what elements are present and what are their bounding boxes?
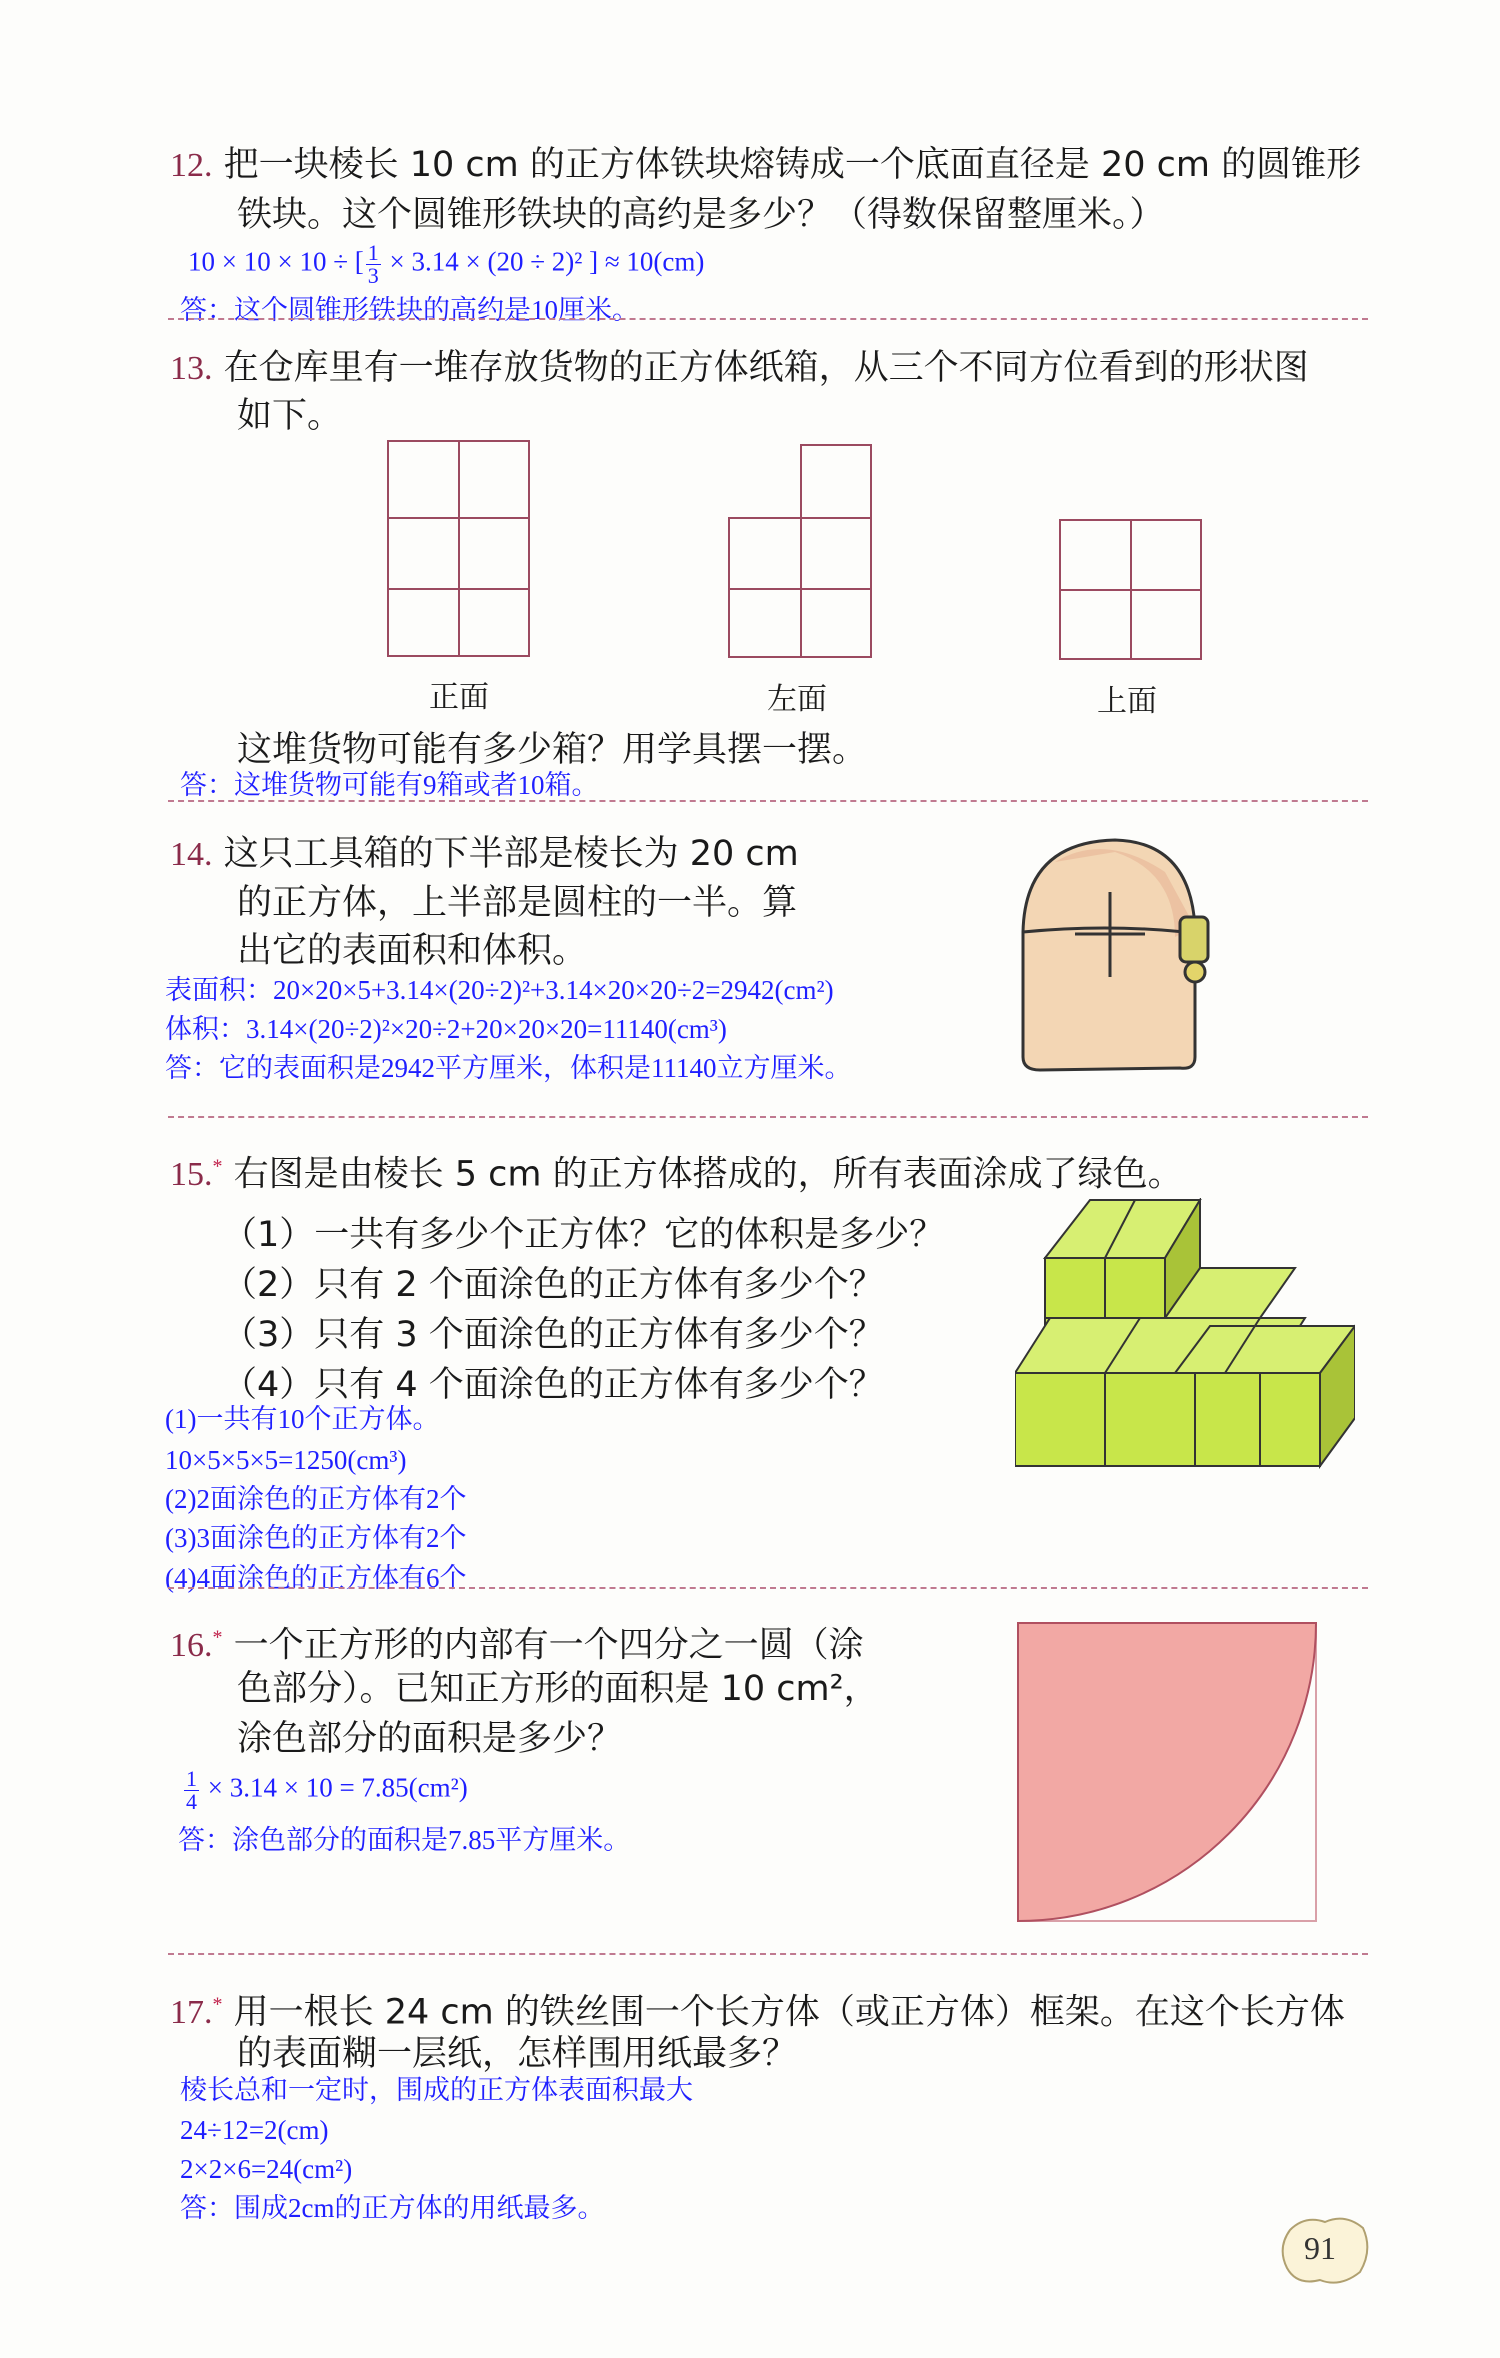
q13-text: 在仓库里有一堆存放货物的正方体纸箱，从三个不同方位看到的形状图 <box>223 348 1309 388</box>
q17-answer2: 24÷12=2(cm) <box>180 2115 329 2145</box>
q12-number: 12. <box>170 147 213 184</box>
q13-question: 这堆货物可能有多少箱？用学具摆一摆。 <box>237 730 868 770</box>
q13-line2: 如下。 <box>237 396 343 436</box>
grid-line <box>458 440 460 657</box>
q15-answer1: (1)一共有10个正方体。 <box>165 1404 440 1434</box>
q12-answer: 答：这个圆锥形铁块的高约是10厘米。 <box>180 295 639 325</box>
q17-answer4: 答：围成2cm的正方体的用纸最多。 <box>180 2193 605 2223</box>
star-mark: * <box>212 1627 223 1649</box>
formula-part: × 3.14 × (20 ÷ 2)² ] ≈ 10(cm) <box>382 246 705 277</box>
q13-line1 <box>170 345 1309 392</box>
fraction <box>366 242 381 287</box>
q17-answer1: 棱长总和一定时，围成的正方体表面积最大 <box>180 2075 693 2105</box>
left-view-top-cell <box>800 444 872 519</box>
star-mark: * <box>212 1156 223 1178</box>
q14-text: 这只工具箱的下半部是棱长为 20 cm <box>223 834 799 874</box>
q13-answer: 答：这堆货物可能有9箱或者10箱。 <box>180 770 599 800</box>
q16-line1 <box>170 1615 864 1669</box>
page-number: 91 <box>1304 2230 1336 2266</box>
numerator: 1 <box>186 1766 197 1791</box>
grid-line <box>387 517 530 519</box>
q16-answer: 答：涂色部分的面积是7.85平方厘米。 <box>178 1825 631 1855</box>
q15-answer4: (3)3面涂色的正方体有2个 <box>165 1523 467 1553</box>
q15-sub4: （4）只有 4 个面涂色的正方体有多少个？ <box>222 1365 884 1405</box>
q14-surface-area: 表面积：20×20×5+3.14×(20÷2)²+3.14×20×20÷2=2942(cm²) <box>165 975 834 1005</box>
number: 16. <box>170 1627 213 1665</box>
divider <box>168 800 1368 802</box>
quarter-circle-figure <box>1015 1620 1320 1925</box>
formula-part: × 3.14 × 10 = 7.85(cm²) <box>201 1772 468 1803</box>
q15-sub1: （1）一共有多少个正方体？它的体积是多少？ <box>222 1215 945 1255</box>
number: 17. <box>170 1994 213 2032</box>
number: 15. <box>170 1156 213 1194</box>
grid-line <box>728 588 872 590</box>
q14-number: 14. <box>170 836 213 873</box>
q16-line3: 涂色部分的面积是多少？ <box>237 1719 623 1759</box>
q15-answer5: (4)4面涂色的正方体有6个 <box>165 1563 467 1593</box>
q12-text: 把一块棱长 10 cm 的正方体铁块熔铸成一个底面直径是 20 cm 的圆锥形 <box>223 145 1362 185</box>
q16-number <box>170 1627 223 1664</box>
divider <box>168 1587 1368 1589</box>
q15-sub3: （3）只有 3 个面涂色的正方体有多少个？ <box>222 1315 884 1355</box>
q13-number: 13. <box>170 350 213 387</box>
label-left: 左面 <box>767 682 827 717</box>
q17-line1 <box>170 1982 1345 2036</box>
q16-formula <box>182 1768 468 1813</box>
q16-text: 一个正方形的内部有一个四分之一圆（涂 <box>233 1625 864 1666</box>
fraction <box>184 1768 199 1813</box>
q14-line1 <box>170 831 799 878</box>
denominator: 4 <box>186 1789 197 1814</box>
q17-number <box>170 1994 223 2031</box>
denominator: 3 <box>367 263 379 288</box>
q17-text: 用一根长 24 cm 的铁丝围一个长方体（或正方体）框架。在这个长方体 <box>233 1992 1345 2033</box>
grid-line <box>387 588 530 590</box>
q15-title <box>170 1144 1183 1198</box>
divider <box>168 1116 1368 1118</box>
grid-line <box>1059 589 1202 591</box>
toolbox-illustration <box>1015 832 1220 1077</box>
divider <box>168 1953 1368 1955</box>
q17-answer3: 2×2×6=24(cm²) <box>180 2154 353 2184</box>
q15-text: 右图是由棱长 5 cm 的正方体搭成的，所有表面涂成了绿色。 <box>233 1154 1183 1195</box>
q12-formula <box>188 242 704 287</box>
q14-answer: 答：它的表面积是2942平方厘米，体积是11140立方厘米。 <box>165 1053 852 1083</box>
q17-line2: 的表面糊一层纸，怎样围用纸最多？ <box>237 2034 798 2074</box>
label-front: 正面 <box>429 680 489 715</box>
label-top: 上面 <box>1097 684 1157 719</box>
q15-answer2: 10×5×5×5=1250(cm³) <box>165 1445 407 1475</box>
green-cubes-illustration <box>1015 1198 1355 1470</box>
q14-line3: 出它的表面积和体积。 <box>237 931 588 971</box>
numerator: 1 <box>367 240 379 265</box>
q14-volume: 体积：3.14×(20÷2)²×20÷2+20×20×20=11140(cm³) <box>165 1014 727 1044</box>
q14-line2: 的正方体，上半部是圆柱的一半。算 <box>237 883 798 923</box>
q15-sub2: （2）只有 2 个面涂色的正方体有多少个？ <box>222 1265 884 1305</box>
q16-line2: 色部分）。已知正方形的面积是 10 cm²， <box>237 1669 879 1709</box>
formula-part: 10 × 10 × 10 ÷ [ <box>188 246 364 277</box>
q12-line2: 铁块。这个圆锥形铁块的高约是多少？（得数保留整厘米。） <box>237 195 1165 235</box>
q15-answer3: (2)2面涂色的正方体有2个 <box>165 1484 467 1514</box>
star-mark: * <box>212 1994 223 2016</box>
q15-number <box>170 1156 223 1193</box>
q12-line1 <box>170 142 1361 189</box>
divider <box>168 318 1368 320</box>
